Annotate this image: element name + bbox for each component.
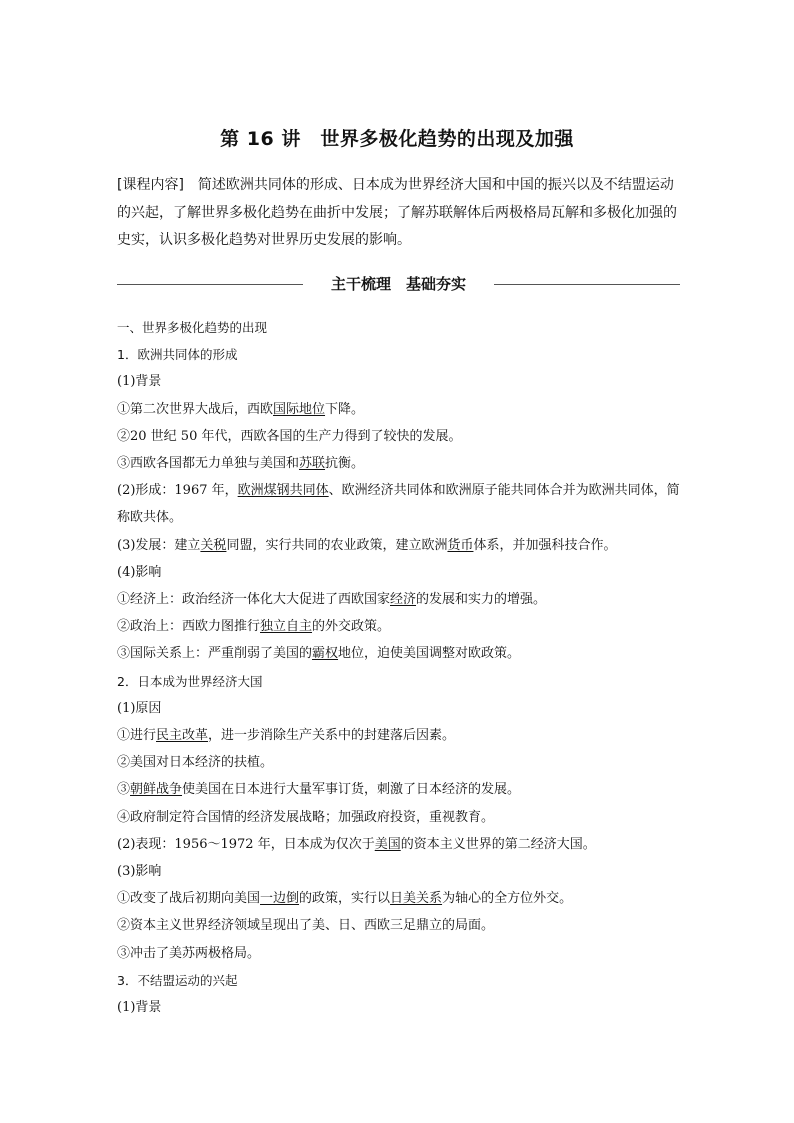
section-subheading (117, 341, 682, 368)
line-text: 的政策，实行以 (299, 891, 391, 907)
line-text: (3)发展：建立 (117, 537, 201, 553)
body-line (117, 586, 682, 613)
body-line (117, 940, 682, 967)
section-rule-right (494, 284, 680, 285)
body-line (117, 423, 682, 450)
underlined-keyword: 民主改革 (156, 728, 209, 744)
underlined-keyword: 国际地位 (273, 401, 326, 417)
section-heading-label: 主干梳理 基础夯实 (330, 275, 466, 293)
line-text: 体系，并加强科技合作。 (473, 537, 617, 553)
body-line (117, 477, 682, 531)
body-line (117, 858, 682, 885)
body-line (117, 831, 682, 858)
course-content-tag: [课程内容] (117, 177, 184, 193)
line-text: ③西欧各国都无力单独与美国和 (117, 456, 300, 472)
line-text: 使美国在日本进行大量军事订货，刺激了日本经济的发展。 (182, 782, 521, 798)
line-text: ①改变了战后初期向美国 (117, 891, 261, 907)
line-text: 、欧洲经济共同体和欧洲原子能共同体合并为欧洲共同体，简称欧共体。 (117, 483, 680, 526)
line-text: ③冲击了美苏两极格局。 (117, 945, 261, 961)
body-line (117, 695, 682, 722)
body-line (117, 532, 682, 559)
line-text: 的外交政策。 (312, 619, 391, 635)
line-text: ②20 世纪 50 年代，西欧各国的生产力得到了较快的发展。 (117, 428, 462, 444)
line-text: 的资本主义世界的第二经济大国。 (400, 836, 596, 852)
line-text: ①经济上：政治经济一体化大大促进了西欧国家 (117, 592, 391, 608)
body-line (117, 559, 682, 586)
course-content-intro (117, 172, 682, 255)
line-text: (2)形成：1967 年， (117, 483, 238, 499)
page-title: 第 16 讲 世界多极化趋势的出现及加强 (220, 128, 574, 150)
line-text: (2)表现：1956～1972 年，日本成为仅次于 (117, 836, 375, 852)
line-text: 下降。 (325, 401, 365, 417)
line-text: 抗衡。 (325, 456, 365, 472)
section-heading (117, 270, 680, 298)
line-text: ①进行 (117, 728, 157, 744)
line-text: ③国际关系上：严重削弱了美国的 (117, 646, 313, 662)
underlined-keyword: 货币 (447, 537, 474, 553)
section-subheading (117, 668, 682, 695)
underlined-keyword: 关税 (200, 537, 227, 553)
line-text: ②资本主义世界经济领域呈现出了美、日、西欧三足鼎立的局面。 (117, 918, 495, 934)
underlined-keyword: 经济 (390, 592, 417, 608)
line-text: ①第二次世界大战后，西欧 (117, 401, 274, 417)
body-line (117, 613, 682, 640)
line-text: 地位，迫使美国调整对欧政策。 (338, 646, 521, 662)
body-line (117, 722, 682, 749)
body-line (117, 776, 682, 803)
line-text: 为轴心的全方位外交。 (442, 891, 573, 907)
section-subheading (117, 967, 682, 994)
body-line (117, 912, 682, 939)
underlined-keyword: 美国 (374, 836, 401, 852)
line-text: 3．不结盟运动的兴起 (117, 972, 238, 988)
line-text: ，进一步消除生产关系中的封建落后因素。 (208, 728, 456, 744)
line-text: 一、世界多极化趋势的出现 (117, 320, 268, 335)
section-subheading (117, 314, 682, 341)
body-line (117, 368, 682, 395)
body-line (117, 450, 682, 477)
document-body (117, 314, 682, 1021)
underlined-keyword: 苏联 (299, 456, 326, 472)
line-text: (1)背景 (117, 374, 162, 390)
body-line (117, 749, 682, 776)
body-line (117, 640, 682, 667)
body-line (117, 885, 682, 912)
line-text: ②美国对日本经济的扶植。 (117, 755, 274, 771)
underlined-keyword: 一边倒 (260, 891, 300, 907)
line-text: 同盟，实行共同的农业政策，建立欧洲 (226, 537, 448, 553)
underlined-keyword: 霸权 (312, 646, 339, 662)
underlined-keyword: 独立自主 (260, 619, 313, 635)
body-line (117, 994, 682, 1021)
line-text: ②政治上：西欧力图推行 (117, 619, 261, 635)
line-text: (1)原因 (117, 700, 162, 716)
line-text: (4)影响 (117, 564, 162, 580)
underlined-keyword: 朝鲜战争 (130, 782, 183, 798)
line-text: (1)背景 (117, 1000, 162, 1016)
line-text: 1．欧洲共同体的形成 (117, 347, 238, 363)
underlined-keyword: 日美关系 (390, 891, 443, 907)
line-text: 2．日本成为世界经济大国 (117, 673, 263, 689)
line-text: ④政府制定符合国情的经济发展战略；加强政府投资，重视教育。 (117, 809, 495, 825)
course-content-text: 简述欧洲共同体的形成、日本成为世界经济大国和中国的振兴以及不结盟运动的兴起，了解世界多极化趋势在曲折中发展；了解苏联解体后两极格局瓦解和多极化加强的史实，认识多极化趋势对世界历史发展的影响。 (117, 177, 677, 248)
line-text: ③ (117, 782, 131, 798)
body-line (117, 804, 682, 831)
underlined-keyword: 欧洲煤钢共同体 (237, 483, 329, 499)
line-text: 的发展和实力的增强。 (416, 592, 547, 608)
body-line (117, 396, 682, 423)
line-text: (3)影响 (117, 864, 162, 880)
